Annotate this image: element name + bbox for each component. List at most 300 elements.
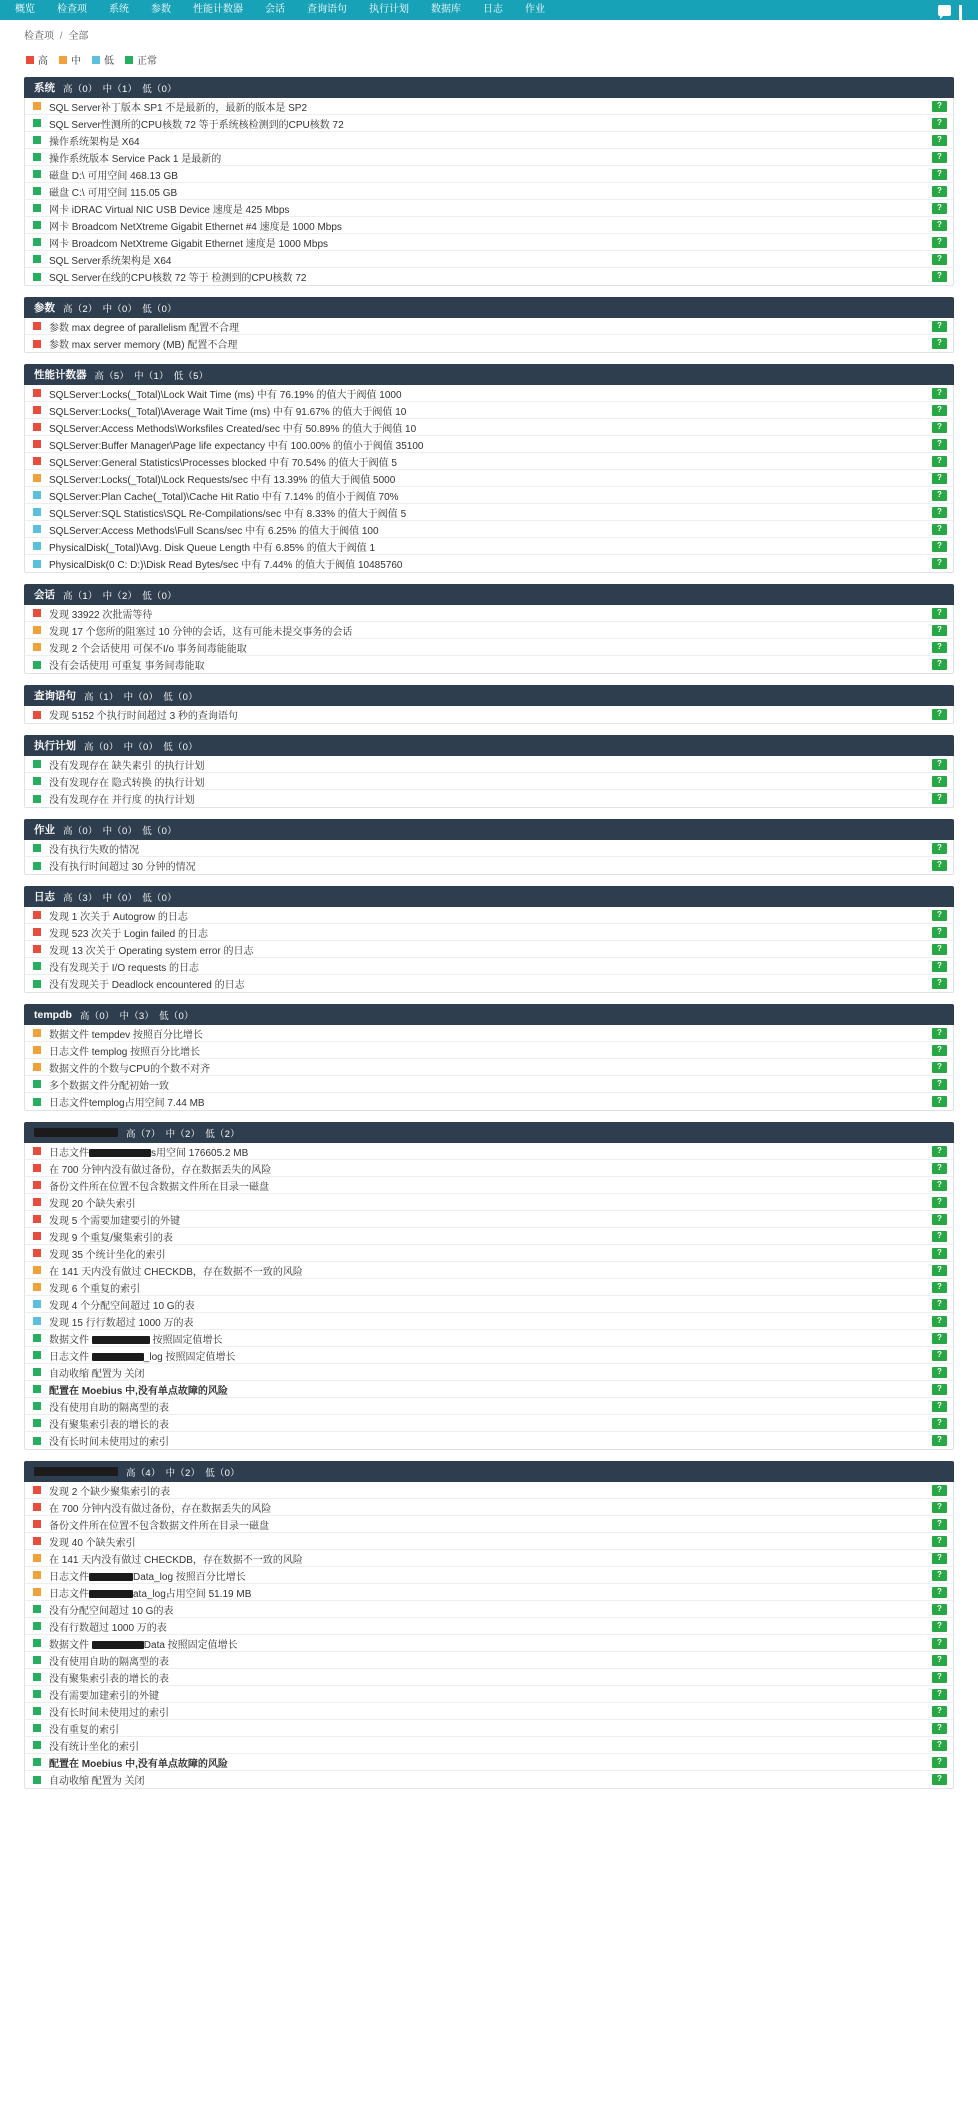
help-button[interactable] [932, 1689, 947, 1700]
severity-medium-icon [33, 1046, 41, 1054]
check-row-text: 没有执行失败的情况 [49, 844, 139, 856]
check-row [25, 1737, 953, 1754]
panel-count-high: 高（0） [63, 825, 98, 837]
nav-item-2[interactable]: 系统 [109, 4, 129, 15]
panel-body [24, 318, 954, 353]
nav-item-1[interactable]: 检查项 [57, 4, 87, 15]
redacted-text [89, 1573, 133, 1581]
check-row [25, 1025, 953, 1042]
help-button[interactable] [932, 1180, 947, 1191]
check-row [25, 115, 953, 132]
severity-normal-icon [33, 777, 41, 785]
nav-item-8[interactable]: 数据库 [431, 4, 461, 15]
severity-normal-icon [33, 1758, 41, 1766]
panel-title: 参数 [34, 302, 55, 314]
help-button[interactable] [932, 524, 947, 535]
help-button[interactable] [932, 659, 947, 670]
help-button[interactable] [932, 203, 947, 214]
help-button[interactable] [932, 1638, 947, 1649]
severity-normal-icon [33, 255, 41, 263]
nav-item-5[interactable]: 会话 [265, 4, 285, 15]
help-button[interactable] [932, 405, 947, 416]
panel-counts [80, 1008, 199, 1022]
check-row-text: 操作系统版本 Service Pack 1 是最新的 [49, 153, 222, 165]
check-row [25, 1499, 953, 1516]
check-row [25, 1652, 953, 1669]
help-button[interactable] [932, 1197, 947, 1208]
check-row [25, 790, 953, 807]
help-button[interactable] [932, 237, 947, 248]
help-button[interactable] [932, 1570, 947, 1581]
severity-normal-icon [33, 1351, 41, 1359]
severity-high-icon [33, 1503, 41, 1511]
help-button[interactable] [932, 793, 947, 804]
check-row-text: 没有发现关于 Deadlock encountered 的日志 [49, 980, 245, 991]
redacted-text [92, 1336, 150, 1344]
check-row-text: 没有会话使用 可重复 事务间毒能取 [49, 661, 205, 672]
check-row-text: 没有聚集索引表的增长的表 [49, 1673, 169, 1685]
help-button[interactable] [932, 978, 947, 989]
severity-low-icon [33, 542, 41, 550]
chat-icon[interactable] [938, 5, 951, 16]
check-row-text: 发现 5 个需要加建要引的外键 [49, 1215, 181, 1227]
nav-item-9[interactable]: 日志 [483, 4, 503, 15]
check-row-text: SQLServer:Access Methods\Full Scans/sec 中有 6.25% 的值大于阀值 100 [49, 525, 379, 537]
panel-count-medium: 中（2） [165, 1128, 201, 1140]
severity-low-icon [33, 1300, 41, 1308]
help-button[interactable] [932, 1367, 947, 1378]
help-button[interactable] [932, 135, 947, 146]
check-row [25, 1584, 953, 1601]
panel-header [24, 886, 954, 907]
check-row-text: 没有发现存在 隐式转换 的执行计划 [49, 777, 205, 789]
check-row-text: 备份文件所在位置不包含数据文件所在目录一磁盘 [49, 1520, 269, 1532]
help-button[interactable] [932, 101, 947, 112]
panel-body [24, 1025, 954, 1111]
help-button[interactable] [932, 490, 947, 501]
check-row [25, 1076, 953, 1093]
severity-normal-icon [33, 1673, 41, 1681]
check-row-text-post: 按照固定值增长 [149, 1334, 223, 1346]
navbar-right-icons [938, 0, 972, 20]
check-row-text: 没有发现存在 缺失素引 的执行计划 [49, 760, 205, 772]
check-row-text: PhysicalDisk(_Total)\Avg. Disk Queue Length 中有 6.85% 的值大于阀值 1 [49, 542, 376, 554]
check-row [25, 402, 953, 419]
nav-item-4[interactable]: 性能计数器 [193, 4, 243, 15]
check-row-text: 发现 523 次关于 Login failed 的日志 [49, 928, 208, 940]
help-button[interactable] [932, 759, 947, 770]
panel-count-low: 低（2） [205, 1128, 240, 1140]
check-row [25, 1330, 953, 1347]
check-row-text [49, 1585, 932, 1600]
severity-normal-icon [33, 1098, 41, 1106]
severity-medium-icon [33, 1554, 41, 1562]
check-row-text: 发现 13 次关于 Operating system error 的日志 [49, 945, 254, 957]
help-button[interactable] [932, 1401, 947, 1412]
panel-header [24, 735, 954, 756]
help-button[interactable] [932, 169, 947, 180]
help-button[interactable] [932, 1536, 947, 1547]
check-row [25, 1635, 953, 1652]
severity-high-icon [33, 322, 41, 330]
severity-normal-icon [33, 1776, 41, 1784]
check-row-text-post: Data_log 按照百分比增长 [133, 1571, 246, 1583]
check-row [25, 318, 953, 335]
help-button[interactable] [932, 1079, 947, 1090]
help-button[interactable] [932, 558, 947, 569]
help-button[interactable] [932, 1146, 947, 1157]
help-button[interactable] [932, 1248, 947, 1259]
help-button[interactable] [932, 1553, 947, 1564]
help-button[interactable] [932, 1672, 947, 1683]
help-button[interactable] [932, 1519, 947, 1530]
check-row [25, 504, 953, 521]
legend-item-2 [92, 52, 114, 67]
check-row-text: PhysicalDisk(0 C: D:)\Disk Read Bytes/sec 中有 7.44% 的值大于阀值 10485760 [49, 560, 403, 571]
help-button[interactable] [932, 1045, 947, 1056]
help-button[interactable] [932, 338, 947, 349]
help-button[interactable] [932, 1435, 947, 1446]
check-row [25, 149, 953, 166]
breadcrumb [0, 20, 978, 48]
help-button[interactable] [932, 1604, 947, 1615]
help-button[interactable] [932, 321, 947, 332]
legend-swatch-icon [92, 56, 100, 64]
check-row-text: 没有执行时间超过 30 分钟的情况 [49, 862, 196, 873]
check-row-text: SQLServer:SQL Statistics\SQL Re-Compilations/sec 中有 8.33% 的值大于阀值 5 [49, 508, 407, 520]
severity-normal-icon [33, 980, 41, 988]
help-button[interactable] [932, 961, 947, 972]
panel-counts [126, 1126, 245, 1140]
check-row [25, 1703, 953, 1720]
severity-normal-icon [33, 1741, 41, 1749]
check-row-text-post: ata_log占用空间 51.19 MB [133, 1588, 252, 1600]
panel-count-low: 低（0） [142, 303, 177, 315]
severity-normal-icon [33, 1419, 41, 1427]
panel-header [24, 584, 954, 605]
help-button[interactable] [932, 1214, 947, 1225]
severity-high-icon [33, 1215, 41, 1223]
check-row-text-pre: 日志文件 [49, 1571, 89, 1583]
check-row-text: 发现 15 行行数超过 1000 万的表 [49, 1317, 194, 1329]
redacted-text [92, 1353, 144, 1361]
check-row [25, 1177, 953, 1194]
help-button[interactable] [932, 776, 947, 787]
help-button[interactable] [932, 439, 947, 450]
check-row-text: SQL Server性测所的CPU核数 72 等于系统核检测到的CPU核数 72 [49, 119, 344, 131]
legend-swatch-icon [26, 56, 34, 64]
help-button[interactable] [932, 927, 947, 938]
help-button[interactable] [932, 1282, 947, 1293]
help-button[interactable] [932, 608, 947, 619]
panel-body [24, 706, 954, 724]
check-row-text: SQL Server补丁版本 SP1 不是最新的，最新的版本是 SP2 [49, 102, 308, 114]
panel-count-low: 低（0） [205, 1467, 240, 1479]
check-row-text: 网卡 Broadcom NetXtreme Gigabit Ethernet #4 速度是 1000 Mbps [49, 221, 342, 233]
check-row [25, 857, 953, 874]
nav-item-3[interactable]: 参数 [151, 4, 171, 15]
check-row-text: 配置在 Moebius 中,没有单点故障的风险 [49, 1385, 228, 1397]
help-button[interactable] [932, 118, 947, 129]
check-row [25, 656, 953, 673]
check-row [25, 840, 953, 857]
nav-item-6[interactable]: 查询语句 [307, 4, 347, 15]
check-row [25, 98, 953, 115]
help-button[interactable] [932, 473, 947, 484]
panel-count-low: 低（0） [142, 892, 177, 904]
check-row-text: 发现 5152 个执行时间超过 3 秒的查询语句 [49, 711, 238, 722]
help-button[interactable] [932, 1062, 947, 1073]
check-row-text: 发现 9 个重复/聚集索引的表 [49, 1232, 173, 1244]
legend-swatch-icon [125, 56, 133, 64]
panel [24, 1004, 954, 1111]
severity-high-icon [33, 1537, 41, 1545]
panel-count-high: 高（2） [63, 303, 98, 315]
panel-count-low: 低（0） [142, 590, 177, 602]
help-button[interactable] [932, 1350, 947, 1361]
help-button[interactable] [932, 843, 947, 854]
help-button[interactable] [932, 1418, 947, 1429]
grid-icon[interactable] [959, 5, 972, 16]
help-button[interactable] [932, 254, 947, 265]
check-row [25, 1347, 953, 1364]
severity-medium-icon [33, 1029, 41, 1037]
check-row [25, 200, 953, 217]
check-row-text-post: _log 按照固定值增长 [143, 1351, 236, 1363]
check-row-text: 没有行数超过 1000 万的表 [49, 1622, 167, 1634]
help-button[interactable] [932, 220, 947, 231]
help-button[interactable] [932, 1706, 947, 1717]
check-row-text: 网卡 Broadcom NetXtreme Gigabit Ethernet 速度是 1000 Mbps [49, 238, 329, 250]
help-button[interactable] [932, 1740, 947, 1751]
check-row [25, 1516, 953, 1533]
severity-medium-icon [33, 474, 41, 482]
panel [24, 1122, 954, 1450]
panel-title-redacted [34, 1467, 118, 1476]
help-button[interactable] [932, 1333, 947, 1344]
severity-high-icon [33, 457, 41, 465]
panel-counts [63, 81, 182, 95]
help-button[interactable] [932, 1096, 947, 1107]
help-button[interactable] [932, 1621, 947, 1632]
panel [24, 297, 954, 353]
help-button[interactable] [932, 271, 947, 282]
panel-counts [63, 301, 182, 315]
check-row [25, 1771, 953, 1788]
check-row [25, 1313, 953, 1330]
severity-normal-icon [33, 238, 41, 246]
severity-low-icon [33, 508, 41, 516]
check-row-text [49, 1568, 932, 1583]
severity-high-icon [33, 1486, 41, 1494]
check-row [25, 773, 953, 790]
help-button[interactable] [932, 152, 947, 163]
help-button[interactable] [932, 422, 947, 433]
check-row-text: 数据文件 tempdev 按照百分比增长 [49, 1029, 203, 1041]
help-button[interactable] [932, 541, 947, 552]
help-button[interactable] [932, 1299, 947, 1310]
help-button[interactable] [932, 944, 947, 955]
help-button[interactable] [932, 1485, 947, 1496]
check-row [25, 706, 953, 723]
legend-label: 正常 [137, 56, 157, 67]
panel-count-low: 低（0） [142, 83, 177, 95]
check-row-text: SQLServer:Buffer Manager\Page life expectancy 中有 100.00% 的值小于阀值 35100 [49, 440, 424, 452]
check-row-text: 发现 40 个缺失索引 [49, 1537, 136, 1549]
check-row-text: 备份文件所在位置不包含数据文件所在目录一磁盘 [49, 1181, 269, 1193]
help-button[interactable] [932, 1723, 947, 1734]
severity-normal-icon [33, 760, 41, 768]
check-row-text: 数据文件的个数与CPU的个数不对齐 [49, 1063, 211, 1075]
check-row-text: 发现 33922 次批需等待 [49, 609, 153, 621]
panel-count-high: 高（1） [63, 590, 98, 602]
panel [24, 364, 954, 573]
check-row-text: 没有使用自助的隔离型的表 [49, 1402, 169, 1414]
check-row-text: SQLServer:Locks(_Total)\Lock Requests/sec 中有 13.39% 的值大于阀值 5000 [49, 474, 396, 486]
check-row-text: 发现 4 个分配空间超过 10 G的表 [49, 1300, 195, 1312]
help-button[interactable] [932, 456, 947, 467]
help-button[interactable] [932, 910, 947, 921]
check-row-text-pre: 日志文件 [49, 1147, 89, 1159]
severity-normal-icon [33, 204, 41, 212]
help-button[interactable] [932, 507, 947, 518]
severity-normal-icon [33, 661, 41, 669]
nav-item-10[interactable]: 作业 [525, 4, 545, 15]
check-row-text: SQLServer:General Statistics\Processes blocked 中有 70.54% 的值大于阀值 5 [49, 457, 397, 469]
help-button[interactable] [932, 388, 947, 399]
help-button[interactable] [932, 642, 947, 653]
help-button[interactable] [932, 1384, 947, 1395]
severity-normal-icon [33, 1334, 41, 1342]
severity-normal-icon [33, 1690, 41, 1698]
check-row-text [49, 1636, 932, 1651]
check-row [25, 217, 953, 234]
check-row-text: SQLServer:Plan Cache(_Total)\Cache Hit Ratio 中有 7.14% 的值小于阀值 70% [49, 491, 399, 503]
check-row [25, 521, 953, 538]
panel-body [24, 907, 954, 993]
panel-header [24, 685, 954, 706]
severity-high-icon [33, 1249, 41, 1257]
check-row [25, 1754, 953, 1771]
severity-high-icon [33, 340, 41, 348]
panel-count-medium: 中（1） [102, 83, 138, 95]
help-button[interactable] [932, 860, 947, 871]
help-button[interactable] [932, 1502, 947, 1513]
panel-counts [95, 368, 214, 382]
severity-high-icon [33, 928, 41, 936]
panel [24, 886, 954, 993]
help-button[interactable] [932, 1265, 947, 1276]
severity-high-icon [33, 1164, 41, 1172]
check-row-text: 自动收缩 配置为 关闭 [49, 1776, 145, 1787]
check-row-text: 没有长时间未使用过的索引 [49, 1437, 169, 1448]
severity-normal-icon [33, 1368, 41, 1376]
help-button[interactable] [932, 1757, 947, 1768]
severity-high-icon [33, 389, 41, 397]
check-row [25, 1143, 953, 1160]
check-row [25, 1686, 953, 1703]
check-row [25, 335, 953, 352]
check-row [25, 1364, 953, 1381]
panel-header [24, 364, 954, 385]
nav-item-0[interactable]: 概览 [15, 4, 35, 15]
check-row [25, 639, 953, 656]
help-button[interactable] [932, 186, 947, 197]
severity-normal-icon [33, 1385, 41, 1393]
legend-label: 低 [104, 56, 114, 67]
check-row-text: SQLServer:Access Methods\Worksfiles Created/sec 中有 50.89% 的值大于阀值 10 [49, 423, 417, 435]
help-button[interactable] [932, 1231, 947, 1242]
panel-header [24, 1004, 954, 1025]
panel-count-medium: 中（3） [119, 1010, 155, 1022]
legend-swatch-icon [59, 56, 67, 64]
help-button[interactable] [932, 1163, 947, 1174]
severity-high-icon [33, 423, 41, 431]
check-row-text: 日志文件templog占用空间 7.44 MB [49, 1098, 205, 1109]
breadcrumb-current: 全部 [68, 31, 89, 42]
check-row-text [49, 1144, 932, 1159]
breadcrumb-root[interactable]: 检查项 [24, 31, 54, 42]
panel-header [24, 297, 954, 318]
help-button[interactable] [932, 1655, 947, 1666]
severity-low-icon [33, 525, 41, 533]
panel-title: 会话 [34, 589, 55, 601]
help-button[interactable] [932, 1028, 947, 1039]
panel-count-low: 低（0） [142, 825, 177, 837]
severity-high-icon [33, 609, 41, 617]
redacted-text [89, 1149, 151, 1157]
check-row-text: 没有发现关于 I/O requests 的日志 [49, 962, 200, 974]
severity-high-icon [33, 1147, 41, 1155]
severity-high-icon [33, 711, 41, 719]
check-row-text-pre: 日志文件 [49, 1588, 89, 1600]
panel-count-high: 高（4） [126, 1467, 161, 1479]
severity-normal-icon [33, 153, 41, 161]
check-row [25, 234, 953, 251]
severity-normal-icon [33, 187, 41, 195]
legend-label: 中 [71, 56, 81, 67]
severity-normal-icon [33, 962, 41, 970]
panel-count-medium: 中（1） [134, 370, 169, 382]
legend-item-3 [125, 52, 157, 67]
check-row [25, 470, 953, 487]
breadcrumb-separator: / [59, 31, 63, 42]
check-row-text: 操作系统架构是 X64 [49, 136, 140, 148]
help-button[interactable] [932, 709, 947, 720]
help-button[interactable] [932, 1774, 947, 1785]
severity-normal-icon [33, 136, 41, 144]
severity-high-icon [33, 945, 41, 953]
nav-item-7[interactable]: 执行计划 [369, 4, 409, 15]
panel-title-redacted [34, 1128, 118, 1137]
check-row-text-pre: 数据文件 [49, 1639, 92, 1651]
panel-title: 系统 [34, 82, 55, 94]
check-row-text: 没有分配空间超过 10 G的表 [49, 1605, 174, 1617]
check-row-text: 网卡 iDRAC Virtual NIC USB Device 速度是 425 Mbps [49, 204, 290, 216]
help-button[interactable] [932, 1587, 947, 1598]
severity-high-icon [33, 911, 41, 919]
panel-counts [63, 823, 182, 837]
panel-count-high: 高（1） [84, 691, 119, 703]
check-row [25, 453, 953, 470]
help-button[interactable] [932, 625, 947, 636]
check-row-text: 在 141 天内没有做过 CHECKDB，存在数据不一致的风险 [49, 1554, 303, 1566]
panel-header [24, 819, 954, 840]
check-row [25, 1618, 953, 1635]
severity-low-icon [33, 1317, 41, 1325]
severity-normal-icon [33, 862, 41, 870]
help-button[interactable] [932, 1316, 947, 1327]
